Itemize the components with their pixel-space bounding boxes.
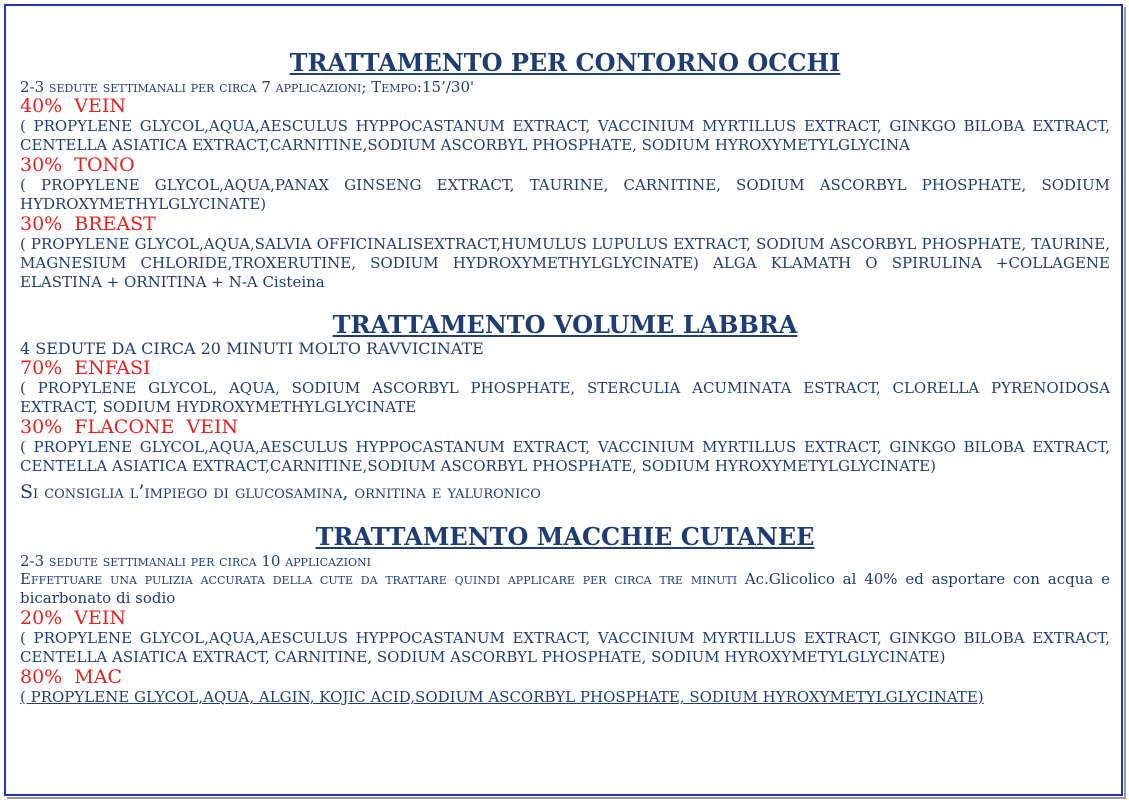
item-heading: 70% ENFASI (20, 357, 151, 379)
item-ingredients: ( PROPYLENE GLYCOL,AQUA,PANAX GINSENG EXTRACT, TAURINE, CARNITINE, SODIUM ASCORBYL PHOSPHATE, SODIUM HYDROXYMETHYLGLYCINATE) (20, 176, 1110, 213)
section-macchie-cutanee (20, 522, 1110, 707)
item-ingredients: ( PROPYLENE GLYCOL,AQUA,AESCULUS HYPPOCASTANUM EXTRACT, VACCINIUM MYRTILLUS EXTRACT, GINKGO BILOBA EXTRACT, CENTELLA ASIATICA EXTRACT, CARNITINE, SODIUM ASCORBYL PHOSPHATE, SODIUM HYROXYMETYLGLYCINATE) (20, 629, 1110, 666)
recommendation-note: Si consiglia l’impiego di glucosamina, ornitina e yaluronico (20, 481, 541, 503)
item-heading: 20% VEIN (20, 607, 126, 629)
item-ingredients: ( PROPYLENE GLYCOL,AQUA,AESCULUS HYPPOCASTANUM EXTRACT, VACCINIUM MYRTILLUS EXTRACT, GINKGO BILOBA EXTRACT, CENTELLA ASIATICA EXTRACT,CARNITINE,SODIUM ASCORBYL PHOSPHATE, SODIUM HYROXYMETYLGLYCINATE) (20, 438, 1110, 475)
item-ingredients: ( PROPYLENE GLYCOL,AQUA,SALVIA OFFICINALISEXTRACT,HUMULUS LUPULUS EXTRACT, SODIUM ASCORBYL PHOSPHATE, TAURINE, MAGNESIUM CHLORIDE,TROXERUTINE, SODIUM HYDROXYMETHYLGLYCINATE) ALGA KLAMATH O SPIRULINA +COLLAGENE ELASTINA + ORNITINA + N-A Cisteina (20, 235, 1110, 291)
item-heading: 40% VEIN (20, 95, 126, 117)
item-ingredients: ( PROPYLENE GLYCOL,AQUA, ALGIN, KOJIC ACID,SODIUM ASCORBYL PHOSPHATE, SODIUM HYROXYMETYLGLYCINATE) (20, 688, 984, 706)
item-heading: 30% TONO (20, 154, 135, 176)
document-body (20, 48, 1110, 707)
section-volume-labbra (20, 310, 1110, 504)
application-instructions (20, 570, 1110, 608)
section-contorno-occhi (20, 48, 1110, 292)
instruction-text: Effettuare una pulizia accurata della cute da trattare quindi applicare per circa tre minuti (20, 570, 738, 588)
section-title: TRATTAMENTO PER CONTORNO OCCHI (289, 48, 841, 77)
item-ingredients: ( PROPYLENE GLYCOL,AQUA,AESCULUS HYPPOCASTANUM EXTRACT, VACCINIUM MYRTILLUS EXTRACT, GINKGO BILOBA EXTRACT, CENTELLA ASIATICA EXTRACT,CARNITINE,SODIUM ASCORBYL PHOSPHATE, SODIUM HYROXYMETYLGLYCINA (20, 117, 1110, 154)
section-subtitle: 2-3 sedute settimanali per circa 7 applicazioni; Tempo:15’/30' (20, 78, 475, 96)
item-heading: 80% MAC (20, 666, 122, 688)
instruction-text-tail: Ac.Glicolico al 40% ed asportare con acqua e bicarbonato di sodio (20, 570, 1110, 607)
section-subtitle: 2-3 sedute settimanali per circa 10 applicazioni (20, 552, 371, 570)
section-title: TRATTAMENTO VOLUME LABBRA (332, 310, 798, 339)
section-subtitle: 4 SEDUTE DA CIRCA 20 MINUTI MOLTO RAVVICINATE (20, 339, 484, 358)
item-heading: 30% BREAST (20, 213, 156, 235)
section-title: TRATTAMENTO MACCHIE CUTANEE (315, 522, 815, 551)
item-heading: 30% FLACONE VEIN (20, 416, 239, 438)
item-ingredients: ( PROPYLENE GLYCOL, AQUA, SODIUM ASCORBYL PHOSPHATE, STERCULIA ACUMINATA ESTRACT, CLORELLA PYRENOIDOSA EXTRACT, SODIUM HYDROXYMETHYLGLYCINATE (20, 379, 1110, 416)
